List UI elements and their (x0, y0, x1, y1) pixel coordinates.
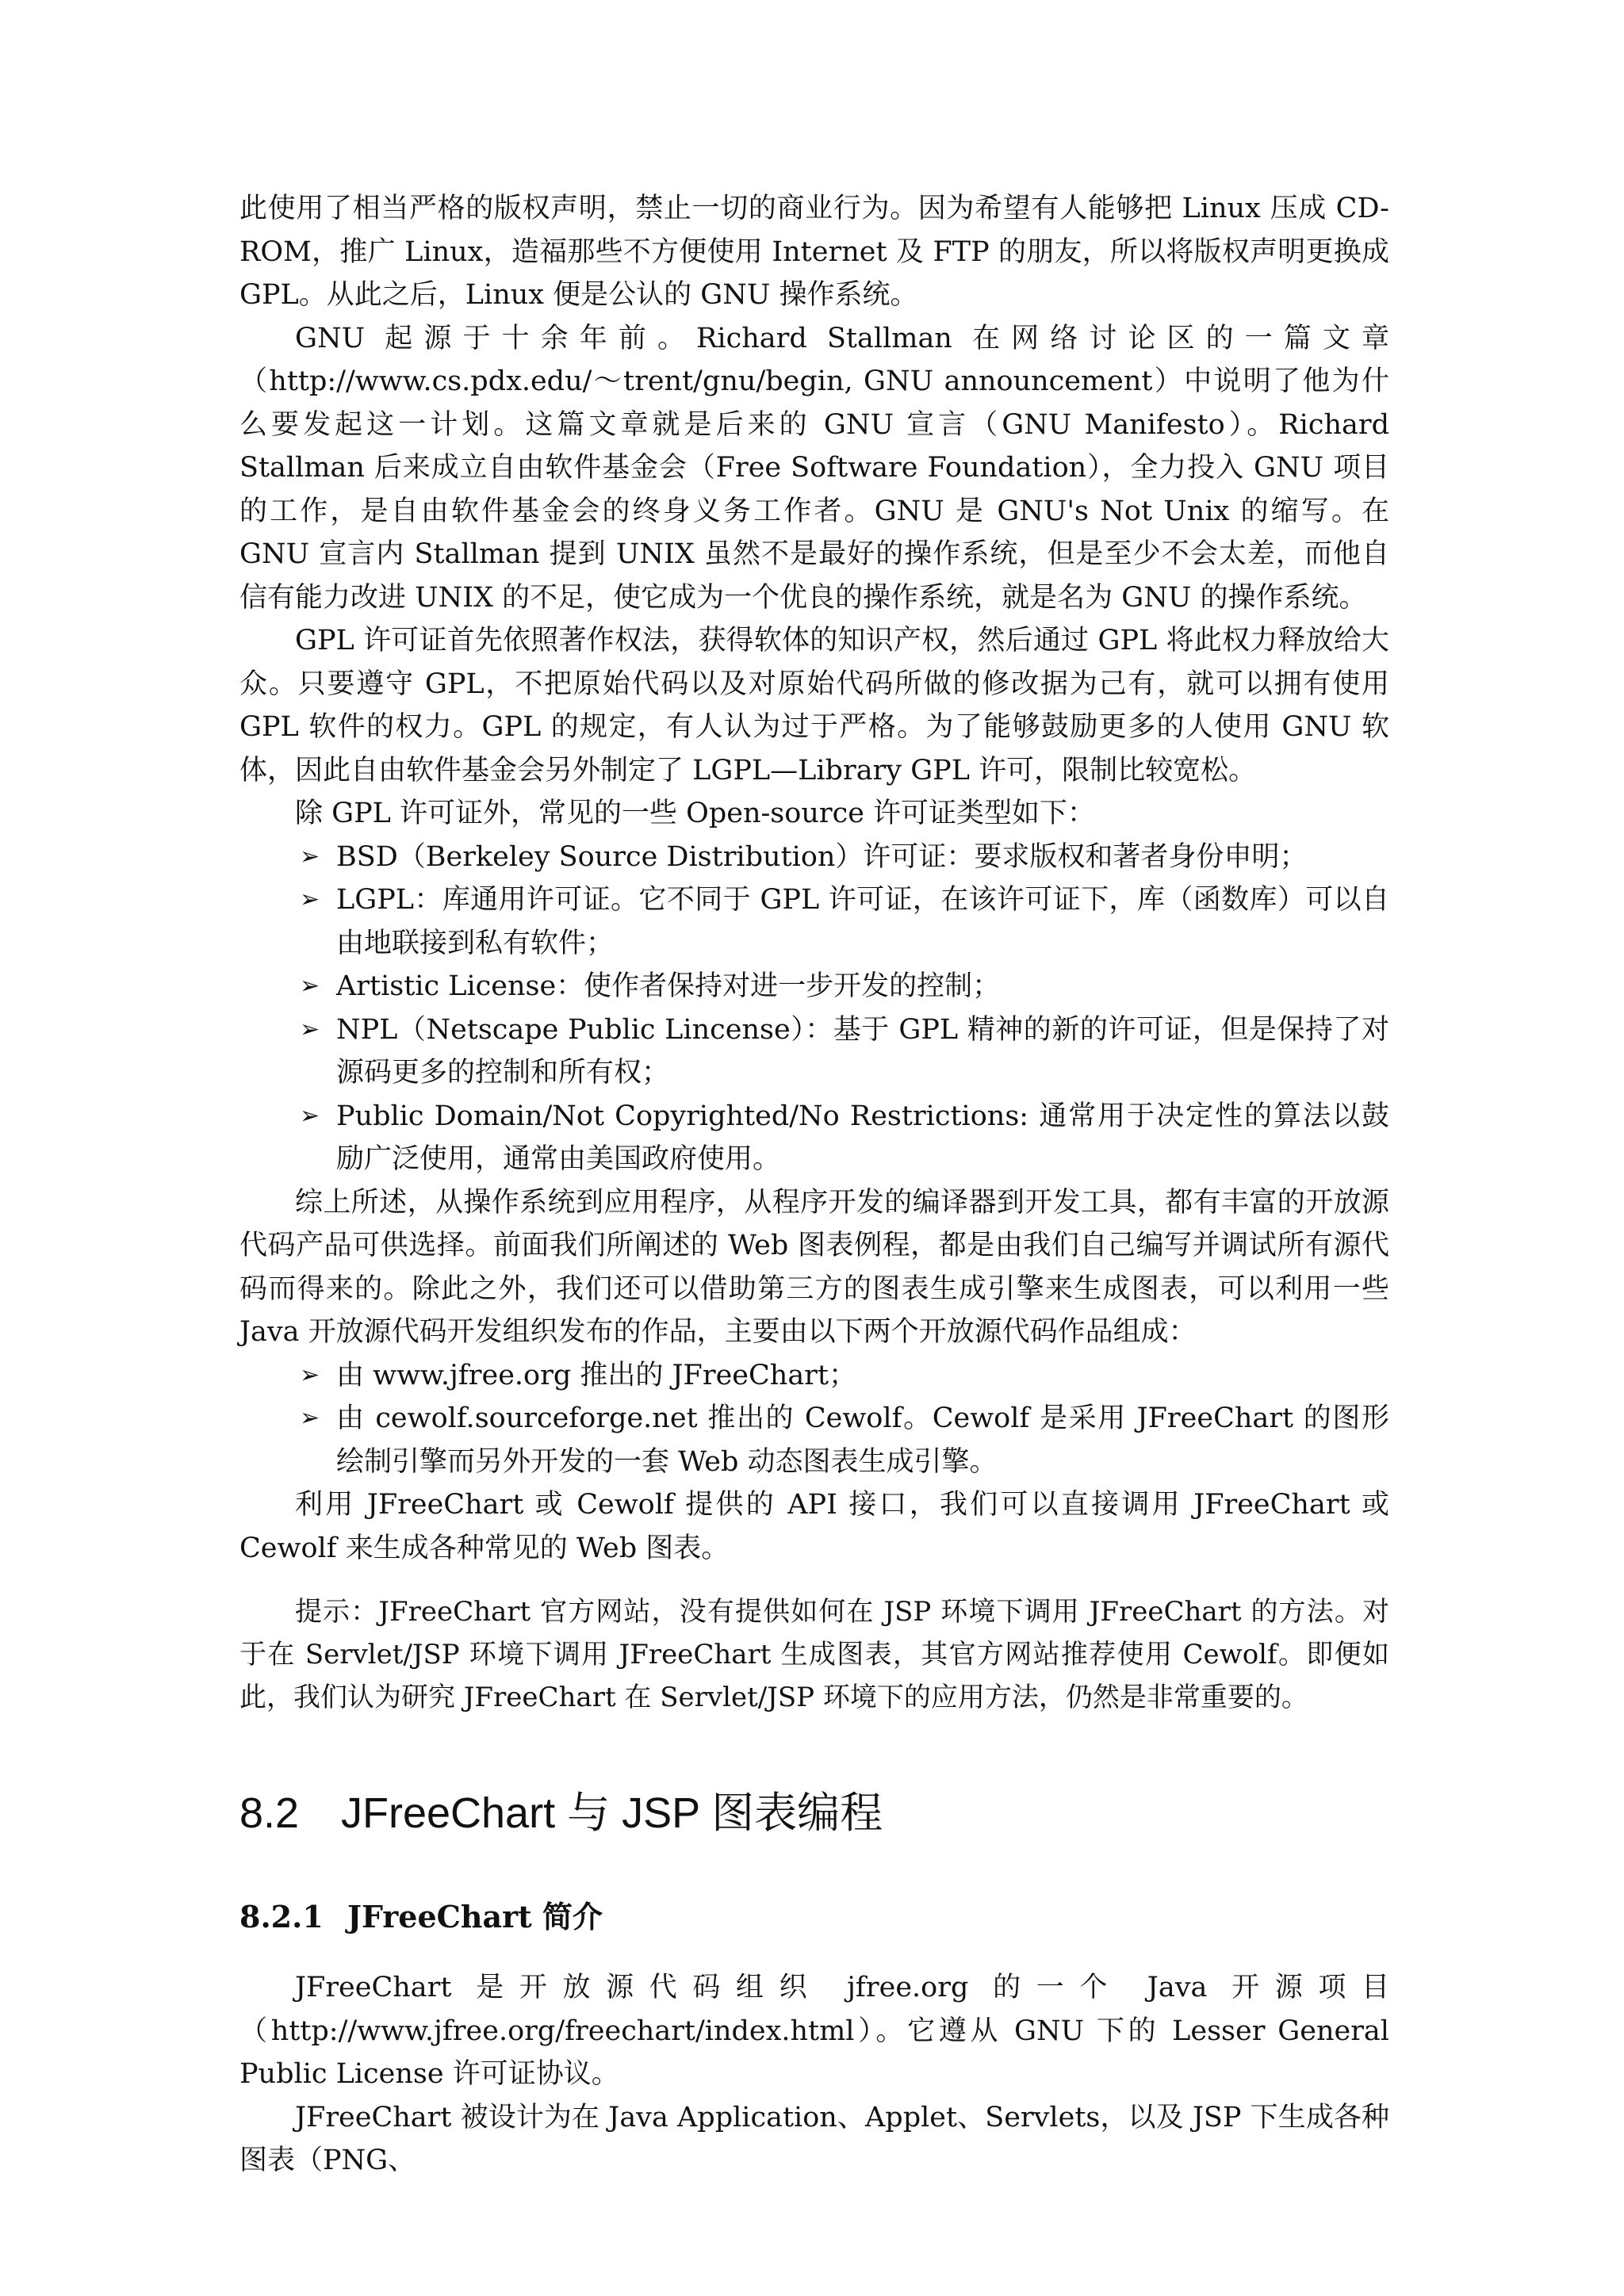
paragraph-gpl-license: GPL 许可证首先依照著作权法，获得软体的知识产权，然后通过 GPL 将此权力释放给大众。只要遵守 GPL，不把原始代码以及对原始代码所做的修改据为己有，就可以拥有使用 GPL 软件的权力。GPL 的规定，有人认为过于严格。为了能够鼓励更多的人使用 GNU 软体，因此自由软件基金会另外制定了 LGPL—Library GPL 许可，限制比较宽松。 (239, 625, 1389, 786)
subsection-title: JFreeChart 简介 (347, 1899, 603, 1934)
arrow-bullet-icon: ➢ (300, 1360, 320, 1389)
arrow-bullet-icon: ➢ (300, 1101, 320, 1130)
arrow-bullet-icon: ➢ (300, 972, 320, 1000)
arrow-bullet-icon: ➢ (300, 842, 320, 871)
list-item (239, 1397, 1389, 1483)
chart-engine-list (239, 1354, 1389, 1484)
subsection-heading (239, 1895, 1389, 1939)
list-item (239, 1008, 1389, 1095)
paragraph-summary: 综上所述，从操作系统到应用程序，从程序开发的编译器到开发工具，都有丰富的开放源代码产品可供选择。前面我们所阐述的 Web 图表例程，都是由我们自己编写并调试所有源代码而得来的。除此之外，我们还可以借助第三方的图表生成引擎来生成图表，可以利用一些 Java 开放源代码开发组织发布的作品，主要由以下两个开放源代码作品组成： (239, 1186, 1389, 1348)
list-item (239, 1354, 1389, 1398)
list-item (239, 965, 1389, 1008)
list-item (239, 836, 1389, 879)
list-item-text: Public Domain/Not Copyrighted/No Restrictions: 通常用于决定性的算法以鼓励广泛使用，通常由美国政府使用。 (336, 1100, 1389, 1175)
list-item-text: BSD（Berkeley Source Distribution）许可证：要求版权和著者身份申明； (336, 840, 1308, 873)
license-type-list (239, 836, 1389, 1181)
list-item (239, 1095, 1389, 1181)
paragraph-jfreechart-design: JFreeChart 被设计为在 Java Application、Applet、Servlets，以及 JSP 下生成各种图表（PNG、 (239, 2101, 1389, 2176)
arrow-bullet-icon: ➢ (300, 1404, 320, 1432)
paragraph-gpl-history: 此使用了相当严格的版权声明，禁止一切的商业行为。因为希望有人能够把 Linux 压成 CD-ROM，推广 Linux，造福那些不方便使用 Internet 及 FTP 的朋友，所以将版权声明更换成 GPL。从此之后，Linux 便是公认的 GNU 操作系统。 (239, 193, 1389, 311)
tip-note: 提示：JFreeChart 官方网站，没有提供如何在 JSP 环境下调用 JFreeChart 的方法。对于在 Servlet/JSP 环境下调用 JFreeChart 生成图表，其官方网站推荐使用 Cewolf。即便如此，我们认为研究 JFreeChart 在 Servlet/JSP 环境下的应用方法，仍然是非常重要的。 (239, 1596, 1389, 1713)
list-item-text: 由 www.jfree.org 推出的 JFreeChart； (336, 1359, 856, 1391)
arrow-bullet-icon: ➢ (300, 886, 320, 913)
paragraph-gnu-origin: GNU 起源于十余年前。Richard Stallman 在网络讨论区的一篇文章（http://www.cs.pdx.edu/～trent/gnu/begin, GNU announcement）中说明了他为什么要发起这一计划。这篇文章就是后来的 GNU 宣言（GNU Manifesto）。Richard Stallman 后来成立自由软件基金会（Free Software Foundation），全力投入 GNU 项目的工作，是自由软件基金会的终身义务工作者。GNU 是 GNU's Not Unix 的缩写。在 GNU 宣言内 Stallman 提到 UNIX 虽然不是最好的操作系统，但是至少不会太差，而他自信有能力改进 UNIX 的不足，使它成为一个优良的操作系统，就是名为 GNU 的操作系统。 (239, 322, 1389, 614)
list-item-text: LGPL：库通用许可证。它不同于 GPL 许可证，在该许可证下，库（函数库）可以自由地联接到私有软件； (336, 884, 1389, 959)
section-number: 8.2 (239, 1789, 300, 1837)
section-title: JFreeChart 与 JSP 图表编程 (341, 1789, 883, 1837)
section-heading (239, 1785, 1389, 1841)
paragraph-jfreechart-intro: JFreeChart 是开放源代码组织 jfree.org 的一个 Java 开源项目（http://www.jfree.org/freechart/index.html）。它遵从 GNU 下的 Lesser General Public License 许可证协议。 (239, 1972, 1389, 2090)
subsection-number: 8.2.1 (239, 1899, 324, 1934)
paragraph-api-usage: 利用 JFreeChart 或 Cewolf 提供的 API 接口，我们可以直接调用 JFreeChart 或 Cewolf 来生成各种常见的 Web 图表。 (239, 1489, 1389, 1564)
paragraph-license-intro: 除 GPL 许可证外，常见的一些 Open-source 许可证类型如下： (295, 798, 1096, 829)
list-item (239, 878, 1389, 965)
list-item-text: 由 cewolf.sourceforge.net 推出的 Cewolf。Cewolf 是采用 JFreeChart 的图形绘制引擎而另外开发的一套 Web 动态图表生成引擎。 (336, 1402, 1389, 1478)
list-item-text: Artistic License：使作者保持对进一步开发的控制； (336, 970, 1001, 1002)
arrow-bullet-icon: ➢ (300, 1015, 320, 1043)
list-item-text: NPL（Netscape Public Lincense）：基于 GPL 精神的新的许可证，但是保持了对源码更多的控制和所有权； (336, 1013, 1389, 1089)
document-page (239, 187, 1389, 2183)
